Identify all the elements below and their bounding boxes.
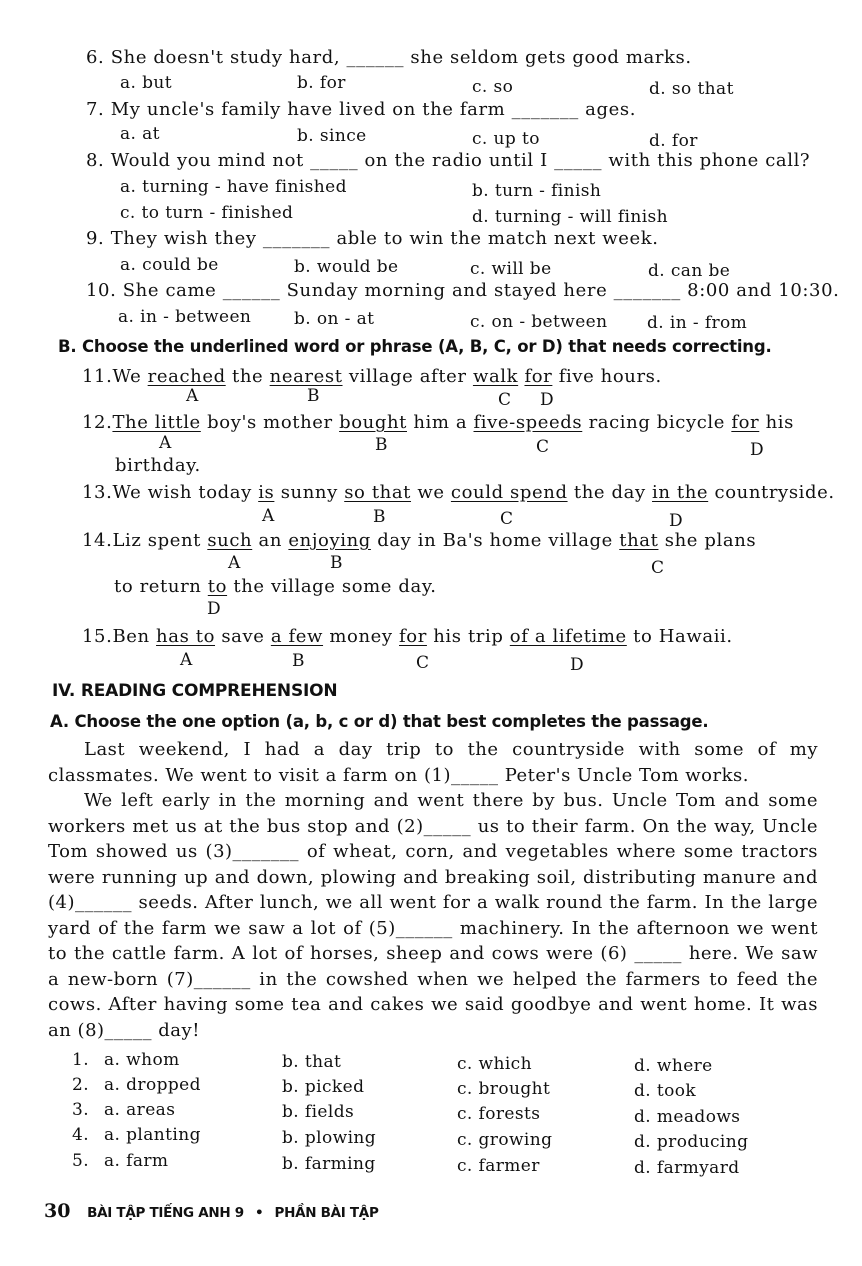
question-14 [82,530,756,552]
answer-5-option-a: a. farm [104,1151,169,1171]
underlined-d: for [524,366,553,387]
question-15 [82,626,733,648]
question-6-option-b: b. for [297,73,346,93]
passage-paragraph-1: Last weekend, I had a day trip to the countryside with some of my classmates. We went to visit a farm on (1)_____ Peter's Uncle Tom works. [48,739,818,786]
underlined-d: to [207,576,228,597]
text: the day [567,482,653,503]
label-c: C [536,437,550,457]
part-b-heading: B. Choose the underlined word or phrase (A, B, C, or D) that needs correcting. [58,337,772,356]
question-9-option-c: c. will be [470,259,552,279]
underlined-c: for [399,626,427,647]
question-number: 13. [82,482,113,503]
question-10-option-a: a. in - between [118,307,252,327]
label-c: C [498,390,512,410]
answer-4-number: 4. [72,1125,90,1145]
answer-3-option-d: d. meadows [634,1107,741,1127]
underlined-b: nearest [269,366,343,387]
underlined-c: five-speeds [473,412,583,433]
passage [48,737,818,1043]
text: village after [342,366,473,387]
question-8-option-a: a. turning - have finished [120,177,347,197]
answer-5-number: 5. [72,1151,90,1171]
question-7-option-d: d. for [649,131,698,151]
underlined-b: bought [339,412,407,433]
underlined-a: The little [112,412,201,433]
question-number: 14. [82,530,113,551]
footer-bullet: • [255,1205,264,1221]
question-8-option-c: c. to turn - finished [120,203,294,223]
answer-1-option-d: d. where [634,1056,713,1076]
answer-2-option-b: b. picked [282,1077,365,1097]
question-6-stem: 6. She doesn't study hard, ______ she seldom gets good marks. [86,47,692,68]
answer-1-option-b: b. that [282,1052,342,1072]
underlined-a: has to [156,626,216,647]
text: sunny [274,482,345,503]
answer-5-option-b: b. farming [282,1154,376,1174]
text: to Hawaii. [626,626,733,647]
label-d: D [570,655,584,675]
reading-instruction: A. Choose the one option (a, b, c or d) that best completes the passage. [50,712,709,731]
text: the [225,366,270,387]
underlined-d: in the [652,482,709,503]
page-footer [44,1200,379,1222]
question-12 [82,412,794,434]
label-d: D [207,599,221,619]
answer-3-number: 3. [72,1100,90,1120]
text: Ben [112,626,157,647]
text: we [411,482,451,503]
text: five hours. [552,366,662,387]
question-7-option-b: b. since [297,126,367,146]
question-number: 11. [82,366,113,387]
question-7-option-a: a. at [120,124,160,144]
answer-3-option-a: a. areas [104,1100,176,1120]
question-14-continuation [114,576,437,598]
underlined-b: so that [344,482,412,503]
underlined-d: of a lifetime [509,626,627,647]
answer-4-option-c: c. growing [457,1130,553,1150]
question-7-option-c: c. up to [472,129,540,149]
text: We wish today [112,482,259,503]
answer-4-option-a: a. planting [104,1125,201,1145]
label-a: A [180,650,193,670]
question-10-option-b: b. on - at [294,309,375,329]
underlined-a: reached [147,366,226,387]
label-c: C [651,558,665,578]
label-b: B [292,651,305,671]
underlined-a: such [207,530,253,551]
question-9-option-b: b. would be [294,257,399,277]
answer-5-option-c: c. farmer [457,1156,540,1176]
underlined-b: a few [270,626,324,647]
text: money [323,626,400,647]
answer-1-number: 1. [72,1050,90,1070]
question-number: 15. [82,626,113,647]
question-6-option-a: a. but [120,73,173,93]
answer-4-option-b: b. plowing [282,1128,377,1148]
question-8-option-b: b. turn - finish [472,181,602,201]
text: his trip [426,626,510,647]
question-9-stem: 9. They wish they _______ able to win the match next week. [86,228,659,249]
question-number: 12. [82,412,113,433]
label-b: B [375,435,388,455]
question-9-option-a: a. could be [120,255,219,275]
label-a: A [228,553,241,573]
question-10-stem: 10. She came ______ Sunday morning and stayed here _______ 8:00 and 10:30. [86,280,840,301]
text: save [215,626,271,647]
label-d: D [540,390,554,410]
text: him a [407,412,474,433]
text: boy's mother [200,412,340,433]
page-number: 30 [44,1200,71,1222]
text: Liz spent [112,530,208,551]
label-c: C [500,509,514,529]
question-13 [82,482,835,504]
question-10-option-c: c. on - between [470,312,608,332]
answer-2-option-c: c. brought [457,1079,551,1099]
underlined-a: is [258,482,275,503]
answer-2-option-a: a. dropped [104,1075,201,1095]
answer-2-number: 2. [72,1075,90,1095]
label-a: A [186,386,199,406]
text: racing bicycle [582,412,732,433]
book-title: BÀI TẬP TIẾNG ANH 9 [87,1205,244,1221]
question-7-stem: 7. My uncle's family have lived on the farm _______ ages. [86,99,637,120]
label-b: B [330,553,343,573]
label-c: C [416,653,430,673]
underlined-c: that [619,530,659,551]
question-6-option-d: d. so that [649,79,734,99]
answer-3-option-b: b. fields [282,1102,355,1122]
reading-comprehension-heading: IV. READING COMPREHENSION [52,681,338,701]
question-11 [82,366,662,388]
underlined-c: walk [472,366,519,387]
passage-paragraph-2: We left early in the morning and went there by bus. Uncle Tom and some workers met us at the bus stop and (2)_____ us to their farm. On the way, Uncle Tom showed us (3)_______ of wheat, corn, and vegetables where some tractors were running up and down, plowing and breaking soil, distributing manure and (4)______ seeds. After lunch, we all went for a walk round the farm. In the large yard of the farm we saw a lot of (5)______ machinery. In the afternoon we went to the cattle farm. A lot of horses, sheep and cows were (6) _____ here. We saw a new-born (7)______ in the cowshed when we helped the farmers to feed the cows. After having some tea and cakes we said goodbye and went home. It was an (8)_____ day! [48,790,818,1041]
answer-2-option-d: d. took [634,1081,697,1101]
question-8-stem: 8. Would you mind not _____ on the radio until I _____ with this phone call? [86,150,811,171]
answer-1-option-c: c. which [457,1054,532,1074]
text: day in Ba's home village [370,530,620,551]
question-8-option-d: d. turning - will finish [472,207,669,227]
text: to return [114,576,208,597]
text: she plans [658,530,757,551]
answer-5-option-d: d. farmyard [634,1158,740,1178]
section-title: PHẦN BÀI TẬP [274,1205,379,1221]
label-a: A [159,433,172,453]
label-d: D [669,511,683,531]
text: the village some day. [227,576,437,597]
text: countryside. [708,482,835,503]
answer-4-option-d: d. producing [634,1132,749,1152]
text: We [112,366,148,387]
underlined-b: enjoying [288,530,371,551]
question-6-option-c: c. so [472,77,514,97]
label-d: D [750,440,764,460]
label-b: B [373,507,386,527]
text: an [252,530,289,551]
label-a: A [262,506,275,526]
underlined-c: could spend [450,482,568,503]
question-10-option-d: d. in - from [647,313,748,333]
question-12-continuation: birthday. [115,455,201,476]
answer-3-option-c: c. forests [457,1104,541,1124]
text: his [759,412,794,433]
question-9-option-d: d. can be [648,261,731,281]
label-b: B [307,386,320,406]
answer-1-option-a: a. whom [104,1050,180,1070]
underlined-d: for [731,412,760,433]
